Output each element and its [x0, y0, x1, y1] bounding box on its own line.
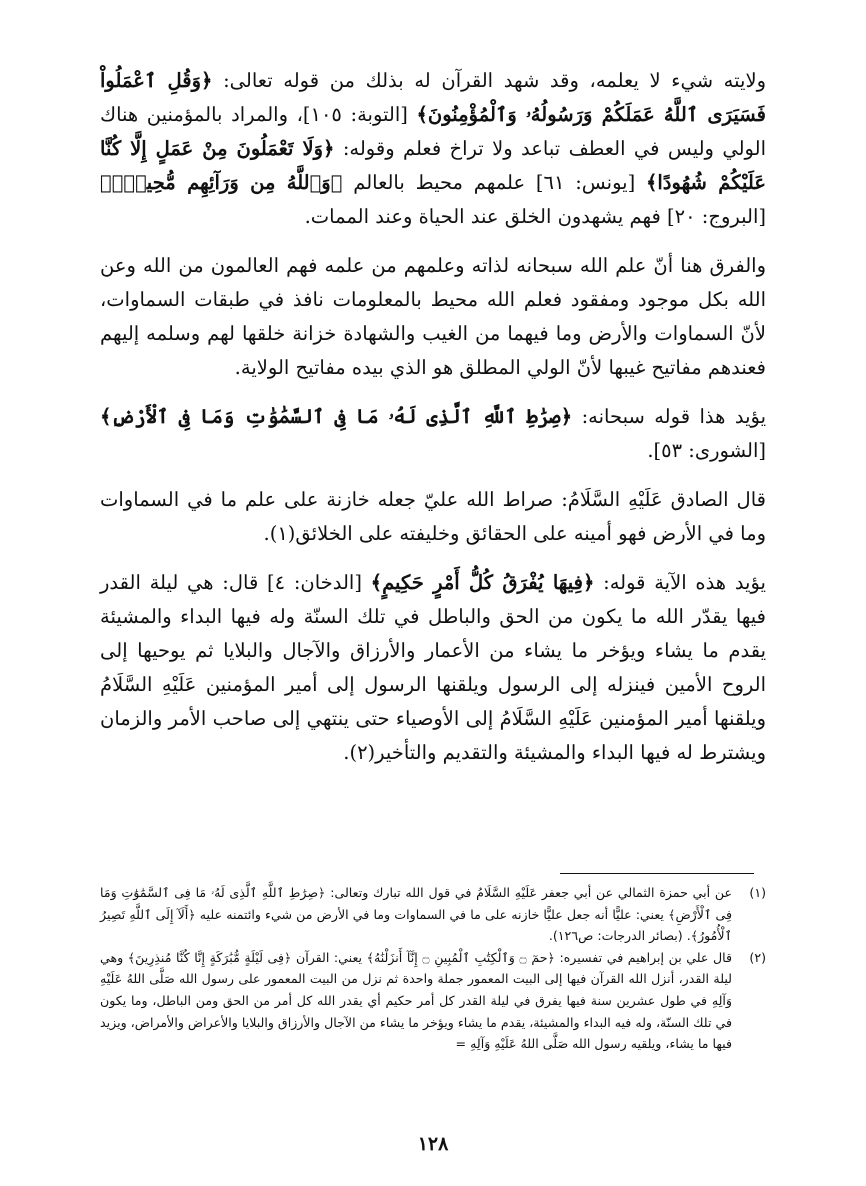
footnotes — [100, 882, 766, 1055]
footnote-2-number: (٢) — [749, 949, 766, 965]
footnote-1-number: (١) — [749, 885, 766, 900]
quran-verse-tawbah: ﴿وَقُلِ ٱعْمَلُواْ فَسَيَرَى ٱللَّهُ عَمَلَكُمْ وَرَسُولُهُۥ وَٱلْمُؤْمِنُونَ﴾ — [100, 69, 766, 126]
footnote-separator — [560, 873, 754, 874]
paragraph-1 — [100, 64, 766, 234]
paragraph-3-part-b: [الشورى: ٥٣]. — [647, 439, 766, 462]
quran-verse-shura: ﴿صِرَٰطِ ٱللَّهِ ٱلَّذِى لَهُۥ مَا فِى ٱلسَّمَٰوَٰتِ وَمَا فِى ٱلْأَرْضِ﴾ — [100, 405, 573, 428]
quran-verse-dukhan: ﴿فِيهَا يُفْرَقُ كُلُّ أَمْرٍ حَكِيمٍ﴾ — [370, 571, 595, 594]
footnote-1-text: عن أبي حمزة الثمالي عن أبي جعفر عَلَيْهِ السَّلَامُ في قول الله تبارك وتعالى: ﴿صِرَٰطِ ٱللَّهِ ٱلَّذِى لَهُۥ مَا فِى ٱلسَّمَٰوَٰتِ وَمَا فِى ٱلْأَرْضِ﴾ يعني: عليًّا أنه جعل عليًّا خازنه على ما في السماوات وما في الأرض من شيء وائتمنه عليه ﴿أَلَآ إِلَى ٱللَّهِ تَصِيرُ ٱلْأُمُورُ﴾. (بصائر الدرجات: ص١٢٦). — [100, 885, 732, 944]
paragraph-2: والفرق هنا أنّ علم الله سبحانه لذاته وعلمهم من علمه فهم العالمون من الله وعن الله بكل موجود ومفقود فعلم الله محيط بالمعلومات نافذ في طبقات السماوات، لأنّ السماوات والأرض وما فيهما من الغيب والشهادة خزانة خلقها لهم وسلمه إليهم فعندهم مفاتيح غيبها لأنّ الولي المطلق هو الذي بيده مفاتيح الولاية. — [100, 254, 766, 379]
paragraph-5-part-b: [الدخان: ٤] قال: هي ليلة القدر فيها يقدّر الله ما يكون من الحق والباطل في تلك السنّة وله فيها البداء والمشيئة يقدم ما يشاء ويؤخر ما يشاء من الأعمار والأرزاق والآجال والبلايا ثم يوحيها إلى الروح الأمين فينزله إلى الرسول ويلقنها الرسول إلى أمير المؤمنين عَلَيْهِ السَّلَامُ ويلقنها أمير المؤمنين عَلَيْهِ السَّلَامُ إلى الأوصياء حتى ينتهي إلى صاحب الأمر والزمان ويشترط له فيها البداء والمشيئة والتقديم والتأخير(٢). — [100, 571, 766, 764]
paragraph-5-part-a: يؤيد هذه الآية قوله: — [594, 571, 766, 594]
quran-verse-buruj: ﴿وَٱللَّهُ مِن وَرَآئِهِم مُّحِيطٌۢ﴾ — [100, 171, 343, 194]
paragraph-1-part-a: ولايته شيء لا يعلمه، وقد شهد القرآن له بذلك من قوله تعالى: — [212, 69, 766, 92]
paragraph-5 — [100, 566, 766, 770]
paragraph-4: قال الصادق عَلَيْهِ السَّلَامُ: صراط الله عليّ جعله خازنة على علم ما في السماوات وما في الأرض فهو أمينه على الحقائق وخليفته على الخلائق(١). — [100, 488, 766, 545]
paragraph-1-part-c: [يونس: ٦١] علمهم محيط بالعالم — [342, 171, 646, 194]
paragraph-1-part-b: [التوبة: ١٠٥]، والمراد بالمؤمنين هناك الولي وليس في العطف تباعد ولا تراخ فعلم وقوله: — [100, 103, 766, 160]
paragraph-3 — [100, 400, 766, 468]
paragraph-1-part-d: [البروج: ٢٠] فهم يشهدون الخلق عند الحياة وعند الممات. — [304, 205, 766, 228]
quran-verse-yunus: ﴿وَلَا تَعْمَلُونَ مِنْ عَمَلٍ إِلَّا كُنَّا عَلَيْكُمْ شُهُودًا﴾ — [100, 137, 766, 194]
page-number: ١٢٨ — [417, 1133, 449, 1155]
main-text — [100, 64, 766, 770]
footnote-1 — [100, 882, 766, 947]
footnote-2 — [100, 947, 766, 1055]
footnote-2-text: قال علي بن إبراهيم في تفسيره: ﴿حمٓ ۝ وَٱلْكِتَٰبِ ٱلْمُبِينِ ۝ إِنَّآ أَنزَلْنَٰهُ﴾ يعني: القرآن ﴿فِى لَيْلَةٍ مُّبَٰرَكَةٍ إِنَّا كُنَّا مُنذِرِينَ﴾ وهي ليلة القدر، أنزل الله القرآن فيها إلى البيت المعمور جملة واحدة ثم نزل من البيت المعمور على رسول الله صَلَّى اللهُ عَلَيْهِ وَآلِهِ في طول عشرين سنة فيها يفرق في ليلة القدر كل أمر حكيم أي يقدر الله كل أمر من الحق ومن الباطل، وما يكون في تلك السنّة، وله فيه البداء والمشيئة، يقدم ما يشاء ويؤخر ما يشاء من الآجال والأرزاق والبلايا والأعراض والأمراض، ويزيد فيها ما يشاء، ويلقيه رسول الله صَلَّى اللهُ عَلَيْهِ وَآلِهِ = — [100, 949, 732, 1052]
paragraph-3-part-a: يؤيد هذا قوله سبحانه: — [572, 405, 766, 428]
